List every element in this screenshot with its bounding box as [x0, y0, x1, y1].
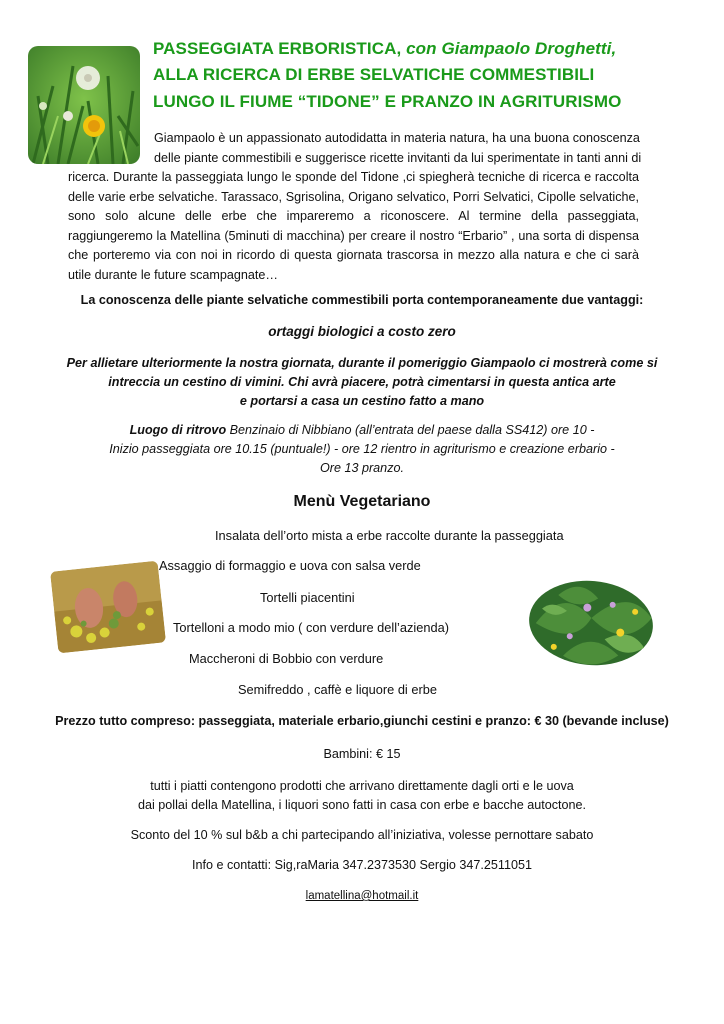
title-line-1 — [153, 36, 616, 62]
afternoon-line-3: e portarsi a casa un cestino fatto a mano — [239, 394, 485, 408]
notes-line-2: dai pollai della Matellina, i liquori sono fatti in casa con erbe e bacche autoctone. — [137, 798, 587, 812]
menu-title: Menù Vegetariano — [293, 493, 431, 510]
knowledge-benefit: ortaggi biologici a costo zero — [268, 324, 456, 339]
intro-line-1: Giampaolo è un appassionato autodidatta in materia natura, ha una buona conoscenza — [154, 131, 640, 145]
afternoon-line-1: Per allietare ulteriormente la nostra giornata, durante il pomeriggio Giampaolo ci mostrerà come si — [66, 356, 658, 370]
children-price: Bambini: € 15 — [323, 747, 401, 761]
notes-line-1: tutti i piatti contengono prodotti che arrivano direttamente dagli orti e le uova — [150, 779, 574, 793]
menu-item: Semifreddo , caffè e liquore di erbe — [238, 682, 437, 697]
contacts-line: Info e contatti: Sig,raMaria 347.2373530 Sergio 347.2511051 — [191, 858, 533, 872]
title-main: PASSEGGIATA ERBORISTICA, — [153, 39, 402, 58]
price-line: Prezzo tutto compreso: passeggiata, materiale erbario,giunchi cestini e pranzo: € 30 (bevande incluse) — [55, 714, 669, 728]
intro-paragraph: ricerca. Durante la passeggiata lungo le sponde del Tidone ,ci spiegherà tecniche di ricerca e raccolta delle varie erbe selvatiche. Tarassaco, Sgrisolina, Origano selvatico, Porri Selvatici, Cipolle selvatiche, sono solo alcune delle erbe che impareremo a riconoscere. Al termine della passeggiata, raggiungeremo la Matellina (5minuti di macchina) per creare il nostro “Erbario” , una sorta di dispensa che porteremo via con noi in ricordo di questa giornata trascorsa in mezzo alla natura e che ci sarà utile durante le future scampagnate… — [68, 170, 639, 282]
menu-item: Insalata dell’orto mista a erbe raccolte durante la passeggiata — [215, 528, 564, 543]
salad-leaves-photo — [511, 562, 670, 685]
menu-item: Tortelli piacentini — [260, 590, 355, 605]
title-author: con Giampaolo Droghetti, — [406, 39, 617, 58]
hands-herbs-photo — [50, 561, 166, 654]
discount-line: Sconto del 10 % sul b&b a chi partecipando all’iniziativa, volesse pernottare sabato — [130, 828, 594, 842]
afternoon-line-2: intreccia un cestino di vimini. Chi avrà piacere, potrà cimentarsi in questa antica arte — [108, 375, 616, 389]
meeting-place: Benzinaio di Nibbiano (all’entrata del paese dalla SS412) ore 10 - — [226, 423, 595, 437]
menu-item: Tortelloni a modo mio ( con verdure dell’azienda) — [173, 620, 449, 635]
meeting-line-3: Ore 13 pranzo. — [319, 461, 404, 475]
meeting-line-1 — [40, 421, 684, 440]
title-line-2: ALLA RICERCA DI ERBE SELVATICHE COMMESTIBILI — [153, 65, 595, 84]
email-line — [40, 887, 684, 906]
meeting-line-2: Inizio passeggiata ore 10.15 (puntuale!) - ore 12 rientro in agriturismo e creazione erbario - — [109, 442, 615, 456]
menu-item: Assaggio di formaggio e uova con salsa verde — [159, 558, 421, 573]
knowledge-line: La conoscenza delle piante selvatiche commestibili porta contemporaneamente due vantaggi: — [80, 293, 644, 307]
intro-line-2: delle piante commestibili e suggerisce ricette invitanti da lui sperimentate in tanti anni di — [154, 150, 642, 165]
meeting-label: Luogo di ritrovo — [129, 423, 227, 437]
menu-item: Maccheroni di Bobbio con verdure — [189, 651, 384, 666]
title-line-3: LUNGO IL FIUME “TIDONE” E PRANZO IN AGRITURISMO — [153, 92, 622, 111]
dandelion-photo — [28, 46, 140, 164]
email-link[interactable]: lamatellina@hotmail.it — [305, 890, 419, 902]
